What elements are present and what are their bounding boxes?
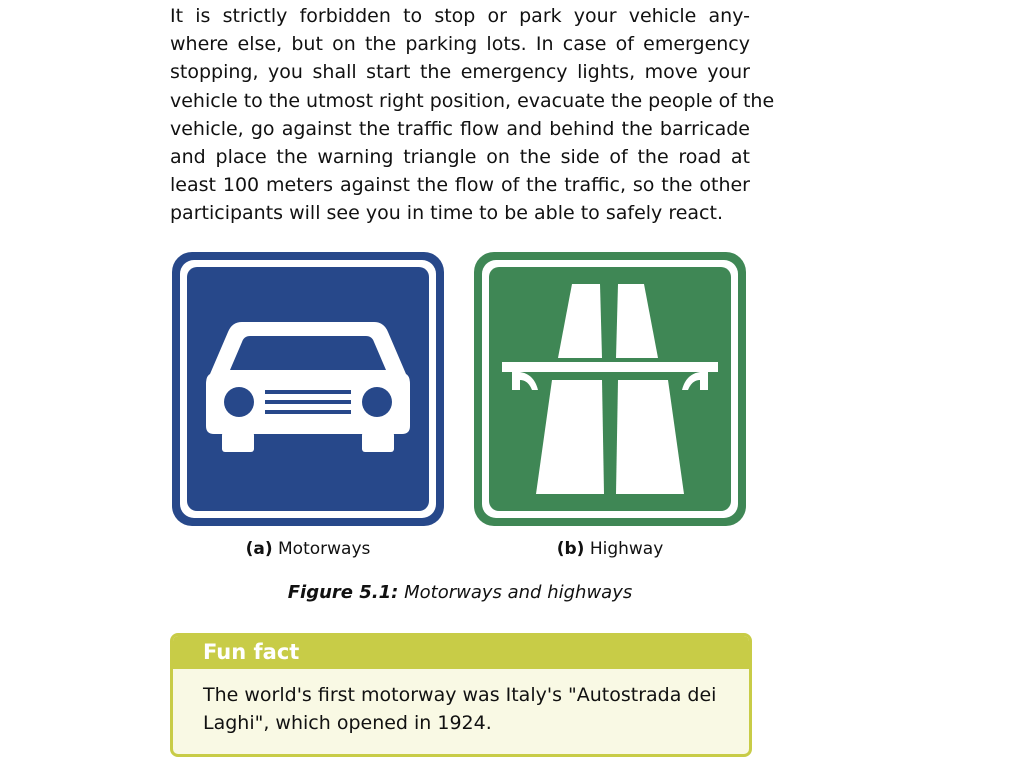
paragraph-line: participants will see you in time to be able to safely react.: [170, 202, 723, 225]
paragraph-line: and place the warning triangle on the side of the road at: [170, 146, 750, 169]
figure-5-1: [170, 250, 750, 620]
fun-fact-body: The world's first motorway was Italy's "Autostrada dei Laghi", which opened in 1924.: [203, 684, 717, 734]
motorway-sign: [170, 250, 446, 528]
figure-caption-text: Motorways and highways: [404, 582, 633, 603]
body-paragraph: [170, 0, 775, 228]
subfigure-label: Highway: [589, 539, 664, 559]
subfigure-label: Motorways: [278, 539, 371, 559]
subfigure-tag: (b): [556, 539, 585, 559]
car-icon: [170, 250, 446, 528]
paragraph-line: least 100 meters against the flow of the traffic, so the other: [170, 174, 750, 197]
paragraph-line: vehicle, go against the traffic flow and behind the barricade: [170, 117, 750, 140]
subfigure-tag: (a): [245, 539, 273, 559]
highway-road-icon: [472, 250, 748, 528]
fun-fact-title: Fun fact: [173, 636, 749, 669]
subfigure-caption-b: [472, 539, 748, 559]
subfigure-caption-a: [170, 539, 446, 559]
paragraph-line: It is strictly forbidden to stop or park your vehicle any-: [170, 5, 750, 27]
fun-fact-box: [170, 633, 752, 757]
figure-caption-tag: Figure 5.1:: [287, 582, 399, 603]
paragraph-line: stopping, you shall start the emergency lights, move your: [170, 61, 750, 84]
figure-caption: [170, 582, 750, 603]
paragraph-line: vehicle to the utmost right position, evacuate the people of the: [170, 89, 775, 112]
highway-sign: [472, 250, 748, 528]
paragraph-line: where else, but on the parking lots. In case of emergency: [170, 33, 750, 56]
document-page: [170, 0, 775, 734]
